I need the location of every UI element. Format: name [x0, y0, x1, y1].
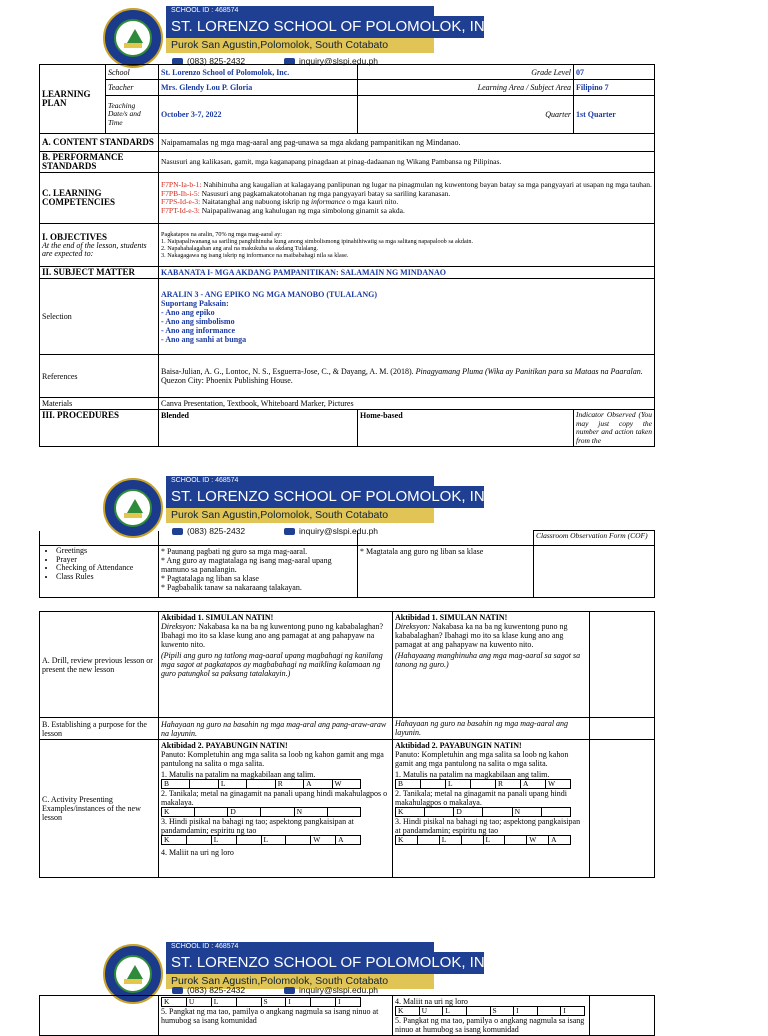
subject-matter-value: KABANATA I- MGA AKDANG PAMPANITIKAN: SALAMAIN NG MINDANAO: [159, 267, 655, 279]
teacher-value: Mrs. Glendy Lou P. Gloria: [159, 80, 358, 96]
learning-plan-table: [39, 64, 655, 447]
answer-grid-3: K L L W A: [395, 835, 571, 845]
indicator-header: Indicator Observed (You may just copy the number and action taken from the: [574, 410, 655, 447]
competencies-label: C. LEARNING COMPETENCIES: [40, 173, 159, 224]
procedures-table: [39, 611, 655, 878]
activity-label: C. Activity Presenting Examples/instances of the new lesson: [40, 740, 159, 878]
quarter-label: Quarter: [358, 96, 574, 134]
school-id: SCHOOL ID : 468574: [166, 6, 434, 16]
phone: (083) 825-2432: [172, 56, 245, 66]
routine-table: [39, 530, 655, 598]
activity-home: Aktibidad 2. PAYABUNGIN NATIN! Panuto: Kompletuhin ang mga salita sa loob ng kahon gamit ang mga pantulong na salita o mga salita. 1. Matulis na patalim na magkabilaan ang talim. B L R A W 2. Tanikala; metal na ginagamit na panali upang hindi makahulagpos o makalaya. K D N 3. Hindi pisikal na bahagi ng tao; aspektong pangkaisipan at pandamdamin; espiritu ng tao K L L W A: [393, 740, 590, 878]
drill-blended: Aktibidad 1. SIMULAN NATIN! Direksyon: Nakabasa ka na ba ng kuwentong puno ng kababalaghan? Ibahagi mo ito sa klase kung ano ang pamagat at ang pahapyaw na kuwento nito. (Pipili ang guro ng tatlong mag-aaral upang magbahagi ng kanilang mga sagot at pagkatapos ay magbabahagi ng maikling kalamaan ng guro patungkol sa paksang tatalakayin.): [159, 612, 393, 718]
school-label: School: [106, 65, 159, 80]
objectives-label: I. OBJECTIVES At the end of the lesson, students are expected to:: [40, 224, 159, 267]
objectives-list: Pagkatapos na aralin, 70% ng mga mag-aaral ay: 1. Naipapaliwanang sa sariling panghihinuha kung anong simbolismong ipinahihiwatig sa mga salitang napapaloob sa akdain. 2. Napahahalagahan ang aral na makukuha sa akdang Tulalang. 3. Nakagagawa ng isang iskrip ng informance na maibabahagi nila sa klase.: [159, 224, 655, 267]
dates-label: Teaching Date/s and Time: [106, 96, 159, 134]
email: inquiry@slspi.edu.ph: [284, 985, 378, 995]
answer-grid-1: B L R A W: [161, 779, 361, 789]
competencies-list: F7PN-Ia-b-1: Nahihinuha ang kaugalian at kalagayang panlipunan ng lugar na pinagmulan ng kuwentong bayan batay sa mga pangyayari at usapan ng mga tauhan. F7PB-Ih-i-5: Nasusuri ang pagkamakatotohanan ng mga pangyayari batay sa sariling karanasan. F7PS-Id-e-3: Naitatanghal ang nabuong iskrip ng informance o mga kauri nito. F7PT-Id-e-3: Naipapaliwanag ang kahulugan ng mga simbolong ginamit sa akda.: [159, 173, 655, 224]
cont-home: 4. Maliit na uri ng loro K U L S I I 5. Pangkat ng ma tao, pamilya o angkang nagmula sa isang ninuo at humubog sa isang komunidad: [393, 996, 590, 1036]
procedures-label: III. PROCEDURES: [40, 410, 159, 447]
references-value: Baisa-Julian, A. G., Lontoc, N. S., Esguerra-Jose, C., & Dayang, A. M. (2018). Pinagyamang Pluma (Wika ay Panitikan para sa Mataas na Paaralan. Quezon City: Phoenix Publishing House.: [159, 355, 655, 398]
performance-standards-value: Nasusuri ang kalikasan, gamit, mga kaganapang pinagdaan at pinag-dadaanan ng Wikang Pambansa ng Pilipinas.: [159, 152, 655, 173]
cof-label: Classroom Observation Form (COF): [534, 531, 655, 546]
purpose-home: Hahayaan ng guro na basahin ng mga mag-aaral ang layunin.: [393, 718, 590, 740]
email: inquiry@slspi.edu.ph: [284, 56, 378, 66]
phone: (083) 825-2432: [172, 526, 245, 536]
routine-bullets: • Greetings • Prayer • Checking of Attendance • Class Rules: [40, 546, 159, 598]
school-address: Purok San Agustin,Polomolok, South Cotabato: [166, 38, 434, 53]
home-based-header: Home-based: [358, 410, 574, 447]
blended-header: Blended: [159, 410, 358, 447]
performance-standards-label: B. PERFORMANCE STANDARDS: [40, 152, 159, 173]
school-value: St. Lorenzo School of Polomolok, Inc.: [159, 65, 358, 80]
phone: (083) 825-2432: [172, 985, 245, 995]
content-standards-value: Naipamamalas ng mga mag-aaral ang pag-unawa sa mga akdang pampanitikan ng Mindanao.: [159, 134, 655, 152]
email-icon: [284, 987, 295, 994]
references-label: References: [40, 355, 159, 398]
content-standards-label: A. CONTENT STANDARDS: [40, 134, 159, 152]
purpose-label: B. Establishing a purpose for the lesson: [40, 718, 159, 740]
purpose-blended: Hahayaan ng guro na basahin ng mga mag-aral ang pang-araw-araw na layunin.: [159, 718, 393, 740]
cont-blended: K U L S I I 5. Pangkat ng ma tao, pamilya o angkang nagmula sa isang ninuo at humubog sa isang komunidad: [159, 996, 393, 1036]
school-id: SCHOOL ID : 468574: [166, 476, 434, 486]
grade-value: 07: [574, 65, 655, 80]
phone-icon: [172, 987, 183, 994]
learning-plan-label: LEARNING PLAN: [40, 65, 106, 134]
answer-grid-4: K U L S I I: [395, 1006, 585, 1016]
answer-grid-2: K D N: [395, 807, 571, 817]
selection-label: Selection: [40, 279, 159, 355]
school-address: Purok San Agustin,Polomolok, South Cotabato: [166, 974, 434, 989]
area-label: Learning Area / Subject Area: [358, 80, 574, 96]
activity-blended: Aktibidad 2. PAYABUNGIN NATIN! Panuto: Kompletuhin ang mga salita sa loob ng kahon gamit ang mga pantulong na salita o mga salita. 1. Matulis na patalim na magkabilaan ang talim. B L R A W 2. Tanikala; metal na ginagamit na panali upang hindi makahulagpos o makalaya. K D N 3. Hindi pisikal na bahagi ng tao; aspektong pangkaisipan at pandamdamin; espiritu ng tao K L L W A 4. Maliit na uri ng loro: [159, 740, 393, 878]
routine-home: * Magtatala ang guro ng liban sa klase: [358, 546, 534, 598]
school-address: Purok San Agustin,Polomolok, South Cotabato: [166, 508, 434, 523]
school-id: SCHOOL ID : 468574: [166, 942, 434, 952]
school-name: ST. LORENZO SCHOOL OF POLOMOLOK, INC.: [166, 486, 484, 508]
selection-value: ARALIN 3 - ANG EPIKO NG MGA MANOBO (TULALANG) Suportang Paksain: - Ano ang epiko - Ano ang simbolismo - Ano ang informance - Ano ang sanhi at bunga: [159, 279, 655, 355]
answer-grid-4: K U L S I I: [161, 997, 361, 1007]
school-name: ST. LORENZO SCHOOL OF POLOMOLOK, INC.: [166, 16, 484, 38]
school-seal-logo: [103, 8, 163, 68]
grade-label: Grade Level: [358, 65, 574, 80]
school-header: [0, 4, 768, 72]
materials-value: Canva Presentation, Textbook, Whiteboard Marker, Pictures: [159, 398, 655, 410]
answer-grid-3: K L L W A: [161, 835, 361, 845]
quarter-value: 1st Quarter: [574, 96, 655, 134]
continuation-table: [39, 995, 655, 1036]
school-seal-logo: [103, 478, 163, 538]
email: inquiry@slspi.edu.ph: [284, 526, 378, 536]
school-name: ST. LORENZO SCHOOL OF POLOMOLOK, INC.: [166, 952, 484, 974]
drill-label: A. Drill, review previous lesson or present the new lesson: [40, 612, 159, 718]
teacher-label: Teacher: [106, 80, 159, 96]
drill-home: Aktibidad 1. SIMULAN NATIN! Direksyon: Nakabasa ka na ba ng kuwentong puno ng kababalaghan? Ibahagi mo ito sa klase kung ano ang pamagat at ang pahapyaw na kuwento nito. (Hahayaang manghinuha ang mga mag-aaral sa sagot sa tanong ng guro.): [393, 612, 590, 718]
answer-grid-1: B L R A W: [395, 779, 571, 789]
dates-value: October 3-7, 2022: [159, 96, 358, 134]
routine-blended: * Paunang pagbati ng guro sa mga mag-aaral. * Ang guro ay magtatalaga ng isang mag-aaral upang mamuno sa panalangin. * Pagtatalaga ng liban sa klase * Pagbabalik tanaw sa nakaraang talakayan.: [159, 546, 358, 598]
area-value: Filipino 7: [574, 80, 655, 96]
subject-matter-label: II. SUBJECT MATTER: [40, 267, 159, 279]
answer-grid-2: K D N: [161, 807, 361, 817]
materials-label: Materials: [40, 398, 159, 410]
